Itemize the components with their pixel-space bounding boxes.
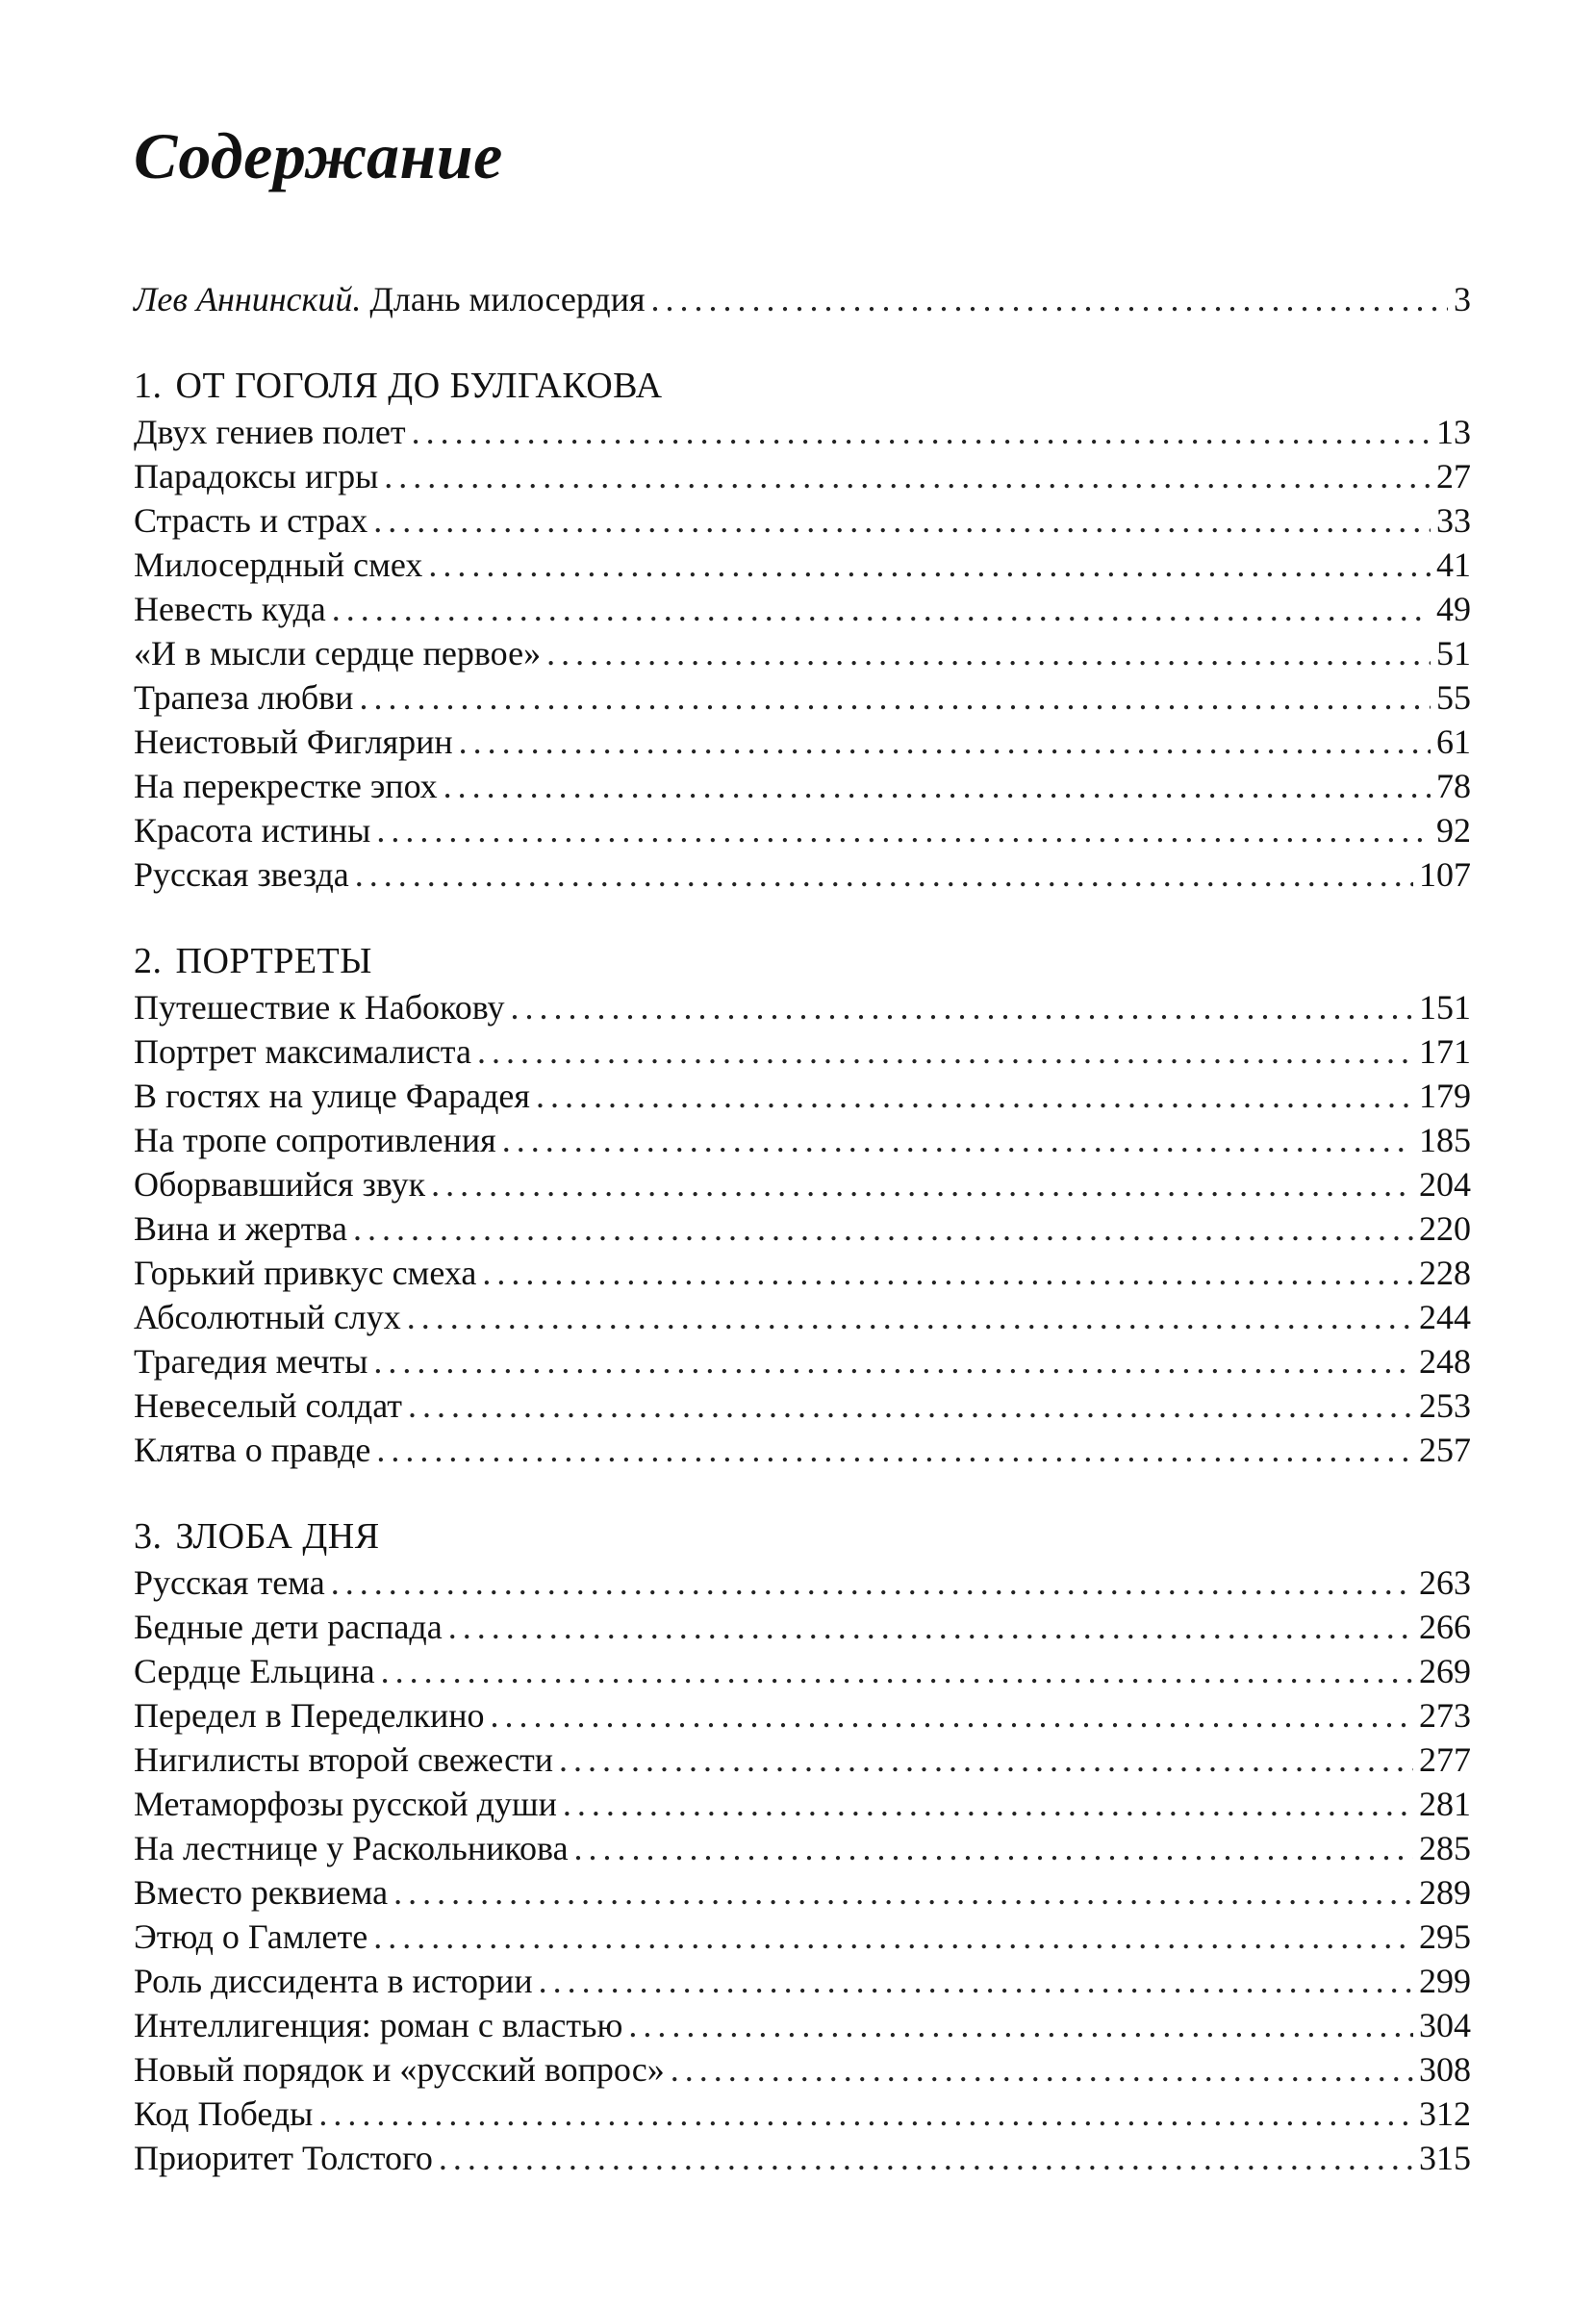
toc-entry-title: Вина и жертва bbox=[134, 1209, 347, 1248]
toc-page-number: 13 bbox=[1436, 413, 1471, 451]
toc-entry-title: Интеллигенция: роман с властью bbox=[134, 2006, 623, 2044]
toc-entry-title: В гостях на улице Фарадея bbox=[134, 1077, 530, 1115]
toc-entry bbox=[134, 1915, 1471, 1959]
toc-page-number: 263 bbox=[1419, 1563, 1471, 1602]
toc-entry-title: Красота истины bbox=[134, 811, 371, 850]
toc-entry bbox=[134, 808, 1471, 852]
toc-page-number: 61 bbox=[1436, 723, 1471, 761]
toc-page-number: 266 bbox=[1419, 1608, 1471, 1646]
dot-leader bbox=[381, 1649, 1413, 1693]
toc-section bbox=[134, 362, 1471, 897]
dot-leader bbox=[393, 1870, 1413, 1915]
toc-page-number: 228 bbox=[1419, 1254, 1471, 1292]
dot-leader bbox=[359, 675, 1431, 720]
dot-leader bbox=[412, 410, 1431, 454]
toc-entry-title: Русская звезда bbox=[134, 855, 349, 894]
toc-entry bbox=[134, 1738, 1471, 1782]
dot-leader bbox=[459, 720, 1431, 764]
book-page bbox=[134, 0, 1471, 2309]
toc-intro-entry bbox=[134, 277, 1471, 321]
dot-leader bbox=[331, 1560, 1413, 1605]
section-heading-text: ОТ ГОГОЛЯ ДО БУЛГАКОВА bbox=[175, 366, 663, 406]
toc-entry-title: Приоритет Толстого bbox=[134, 2139, 433, 2177]
toc-entry bbox=[134, 720, 1471, 764]
toc-entry bbox=[134, 2047, 1471, 2092]
toc-entry-title: «И в мысли сердце первое» bbox=[134, 634, 542, 672]
toc-entry bbox=[134, 2092, 1471, 2136]
toc-page-number: 248 bbox=[1419, 1342, 1471, 1381]
toc-page-number: 151 bbox=[1419, 988, 1471, 1027]
section-number: 2. bbox=[134, 941, 163, 981]
toc-entry bbox=[134, 985, 1471, 1029]
dot-leader bbox=[353, 1206, 1413, 1251]
toc-entry-title: Сердце Ельцина bbox=[134, 1652, 375, 1690]
toc-entry-title: Двух гениев полет bbox=[134, 413, 406, 451]
toc-entry-title: Метаморфозы русской души bbox=[134, 1785, 557, 1823]
dot-leader bbox=[355, 852, 1413, 897]
dot-leader bbox=[491, 1693, 1414, 1738]
toc-page-number: 204 bbox=[1419, 1165, 1471, 1204]
toc-entry-title: Путешествие к Набокову bbox=[134, 988, 505, 1027]
dot-leader bbox=[431, 1162, 1413, 1206]
toc-entry bbox=[134, 1162, 1471, 1206]
dot-leader bbox=[482, 1251, 1413, 1295]
dot-leader bbox=[428, 543, 1431, 587]
dot-leader bbox=[628, 2003, 1413, 2047]
toc-page-number: 3 bbox=[1454, 280, 1471, 318]
toc-entry-title: Невесть куда bbox=[134, 590, 326, 628]
toc-entry-title: Невеселый солдат bbox=[134, 1386, 403, 1425]
toc-entry-title: Бедные дети распада bbox=[134, 1608, 443, 1646]
toc-entry bbox=[134, 1959, 1471, 2003]
toc-entry bbox=[134, 1339, 1471, 1383]
section-number: 3. bbox=[134, 1516, 163, 1557]
toc-entry-title: На перекрестке эпох bbox=[134, 767, 438, 805]
dot-leader bbox=[376, 808, 1431, 852]
toc-page-number: 179 bbox=[1419, 1077, 1471, 1115]
toc-entry bbox=[134, 1206, 1471, 1251]
toc-entry-title: Страсть и страх bbox=[134, 501, 368, 540]
toc-entry-title: Парадоксы игры bbox=[134, 457, 379, 495]
toc-page-number: 312 bbox=[1419, 2094, 1471, 2133]
toc-section bbox=[134, 1512, 1471, 2180]
toc-entry bbox=[134, 1118, 1471, 1162]
toc-page-number: 253 bbox=[1419, 1386, 1471, 1425]
toc-page-number: 289 bbox=[1419, 1873, 1471, 1912]
toc-page-number: 78 bbox=[1436, 767, 1471, 805]
toc-page-number: 92 bbox=[1436, 811, 1471, 850]
toc-page-number: 49 bbox=[1436, 590, 1471, 628]
toc-page-number: 51 bbox=[1436, 634, 1471, 672]
dot-leader bbox=[671, 2047, 1413, 2092]
toc-entry-title: Лев Аннинский. Длань милосердия bbox=[134, 280, 646, 318]
dot-leader bbox=[510, 985, 1413, 1029]
dot-leader bbox=[373, 498, 1431, 543]
dot-leader bbox=[318, 2092, 1413, 2136]
toc-page-number: 308 bbox=[1419, 2050, 1471, 2089]
toc-page-number: 41 bbox=[1436, 546, 1471, 584]
toc-page-number: 295 bbox=[1419, 1917, 1471, 1956]
toc-entry-title: Новый порядок и «русский вопрос» bbox=[134, 2050, 665, 2089]
dot-leader bbox=[384, 454, 1431, 498]
toc-entry-title: Вместо реквиема bbox=[134, 1873, 389, 1912]
section-heading-text: ПОРТРЕТЫ bbox=[175, 941, 372, 981]
toc-entry bbox=[134, 1251, 1471, 1295]
toc-page-number: 281 bbox=[1419, 1785, 1471, 1823]
dot-leader bbox=[539, 1959, 1413, 2003]
toc-entry bbox=[134, 852, 1471, 897]
dot-leader bbox=[574, 1826, 1413, 1870]
toc-entry-title: Милосердный смех bbox=[134, 546, 423, 584]
toc-page-number: 269 bbox=[1419, 1652, 1471, 1690]
toc-page-number: 33 bbox=[1436, 501, 1471, 540]
toc-page-number: 315 bbox=[1419, 2139, 1471, 2177]
toc-page-number: 185 bbox=[1419, 1121, 1471, 1159]
dot-leader bbox=[376, 1428, 1413, 1472]
toc-entry bbox=[134, 1074, 1471, 1118]
dot-leader bbox=[448, 1605, 1413, 1649]
toc-page-number: 257 bbox=[1419, 1431, 1471, 1469]
toc-entry bbox=[134, 1870, 1471, 1915]
toc-page-number: 107 bbox=[1419, 855, 1471, 894]
toc-entry bbox=[134, 1605, 1471, 1649]
toc-section-heading bbox=[134, 1512, 1471, 1560]
dot-leader bbox=[502, 1118, 1413, 1162]
toc-entry-title: Этюд о Гамлете bbox=[134, 1917, 368, 1956]
toc-section bbox=[134, 937, 1471, 1472]
toc-entry bbox=[134, 454, 1471, 498]
toc-entry-title: Неистовый Фиглярин bbox=[134, 723, 453, 761]
toc-entry bbox=[134, 1295, 1471, 1339]
table-of-contents bbox=[134, 277, 1471, 2180]
toc-entry bbox=[134, 543, 1471, 587]
toc-page-number: 171 bbox=[1419, 1032, 1471, 1071]
toc-entry bbox=[134, 1383, 1471, 1428]
toc-entry-title: На тропе сопротивления bbox=[134, 1121, 496, 1159]
toc-page-number: 55 bbox=[1436, 678, 1471, 717]
toc-entry-title: Оборвавшийся звук bbox=[134, 1165, 426, 1204]
toc-page-number: 27 bbox=[1436, 457, 1471, 495]
dot-leader bbox=[373, 1339, 1413, 1383]
dot-leader bbox=[408, 1383, 1413, 1428]
toc-entry-title: На лестнице у Раскольникова bbox=[134, 1829, 569, 1867]
dot-leader bbox=[439, 2136, 1413, 2180]
toc-entry-author: Лев Аннинский. bbox=[134, 280, 362, 318]
toc-entry bbox=[134, 675, 1471, 720]
dot-leader bbox=[651, 277, 1448, 321]
toc-entry bbox=[134, 587, 1471, 631]
toc-entry-title: Абсолютный слух bbox=[134, 1298, 401, 1336]
toc-page-number: 244 bbox=[1419, 1298, 1471, 1336]
toc-entry bbox=[134, 2003, 1471, 2047]
toc-entry bbox=[134, 2136, 1471, 2180]
toc-entry bbox=[134, 1428, 1471, 1472]
toc-section-heading bbox=[134, 937, 1471, 985]
toc-page-number: 299 bbox=[1419, 1962, 1471, 2000]
toc-entry bbox=[134, 410, 1471, 454]
dot-leader bbox=[373, 1915, 1413, 1959]
toc-page-number: 273 bbox=[1419, 1696, 1471, 1735]
toc-page-number: 304 bbox=[1419, 2006, 1471, 2044]
toc-entry-title: Трагедия мечты bbox=[134, 1342, 368, 1381]
toc-entry-title: Горький привкус смеха bbox=[134, 1254, 477, 1292]
toc-entry-title: Нигилисты второй свежести bbox=[134, 1740, 554, 1779]
toc-page-number: 285 bbox=[1419, 1829, 1471, 1867]
toc-page-number: 277 bbox=[1419, 1740, 1471, 1779]
toc-entry bbox=[134, 1782, 1471, 1826]
section-heading-text: ЗЛОБА ДНЯ bbox=[175, 1516, 380, 1557]
toc-entry-title: Передел в Переделкино bbox=[134, 1696, 485, 1735]
toc-entry-title: Портрет максималиста bbox=[134, 1032, 471, 1071]
toc-section-heading bbox=[134, 362, 1471, 410]
toc-entry-title: Клятва о правде bbox=[134, 1431, 371, 1469]
toc-entry bbox=[134, 1560, 1471, 1605]
dot-leader bbox=[477, 1029, 1413, 1074]
dot-leader bbox=[536, 1074, 1413, 1118]
toc-page-number: 220 bbox=[1419, 1209, 1471, 1248]
dot-leader bbox=[407, 1295, 1413, 1339]
dot-leader bbox=[332, 587, 1431, 631]
page-title: Содержание bbox=[134, 119, 503, 192]
toc-entry bbox=[134, 498, 1471, 543]
dot-leader bbox=[546, 631, 1431, 675]
toc-entry-title: Роль диссидента в истории bbox=[134, 1962, 533, 2000]
toc-entry-title: Код Победы bbox=[134, 2094, 314, 2133]
toc-entry bbox=[134, 631, 1471, 675]
toc-entry bbox=[134, 1693, 1471, 1738]
toc-entry bbox=[134, 1826, 1471, 1870]
dot-leader bbox=[559, 1738, 1413, 1782]
toc-entry bbox=[134, 1029, 1471, 1074]
section-number: 1. bbox=[134, 366, 163, 406]
dot-leader bbox=[443, 764, 1431, 808]
dot-leader bbox=[563, 1782, 1413, 1826]
toc-entry bbox=[134, 764, 1471, 808]
toc-entry-title: Русская тема bbox=[134, 1563, 325, 1602]
toc-entry bbox=[134, 1649, 1471, 1693]
toc-entry-title: Трапеза любви bbox=[134, 678, 354, 717]
